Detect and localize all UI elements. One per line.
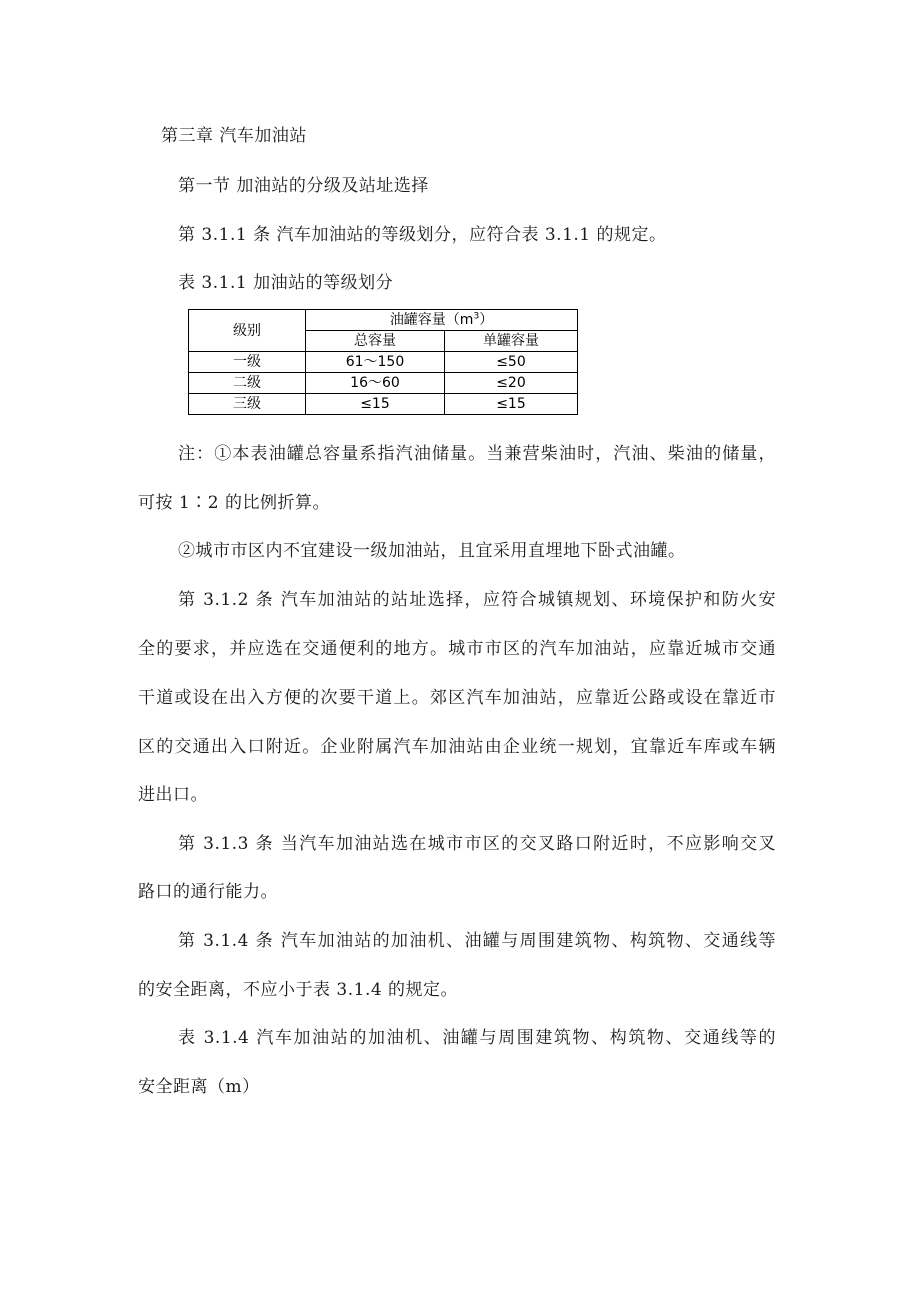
- header-single: 单罐容量: [444, 331, 577, 352]
- cell-level: 一级: [189, 352, 306, 373]
- cell-single: ≤50: [444, 352, 577, 373]
- article-3-1-2-line-4: 区的交通出入口附近。企业附属汽车加油站由企业统一规划，宜靠近车库或车辆: [138, 737, 776, 757]
- article-3-1-2-line-1: 第 3.1.2 条 汽车加油站的站址选择，应符合城镇规划、环境保护和防火安: [178, 590, 776, 610]
- cell-level: 三级: [189, 394, 306, 415]
- note-1-line-1: 注：①本表油罐总容量系指汽油储量。当兼营柴油时，汽油、柴油的储量，: [178, 444, 776, 464]
- article-3-1-1: 第 3.1.1 条 汽车加油站的等级划分，应符合表 3.1.1 的规定。: [178, 225, 667, 245]
- note-2: ②城市市区内不宜建设一级加油站，且宜采用直埋地下卧式油罐。: [178, 541, 686, 561]
- article-3-1-2-line-2: 全的要求，并应选在交通便利的地方。城市市区的汽车加油站，应靠近城市交通: [138, 639, 776, 659]
- grade-table: [188, 309, 578, 415]
- cell-single: ≤15: [444, 394, 577, 415]
- cell-total: 16～60: [306, 373, 445, 394]
- table-row: [189, 352, 578, 373]
- article-3-1-2-line-5: 进出口。: [138, 785, 208, 805]
- article-3-1-3-line-1: 第 3.1.3 条 当汽车加油站选在城市市区的交叉路口附近时，不应影响交叉: [178, 834, 776, 854]
- article-3-1-4-line-1: 第 3.1.4 条 汽车加油站的加油机、油罐与周围建筑物、构筑物、交通线等: [178, 931, 776, 951]
- table-3-1-1-caption: 表 3.1.1 加油站的等级划分: [178, 273, 394, 293]
- chapter-title: 第三章 汽车加油站: [161, 126, 307, 146]
- table-row: [189, 373, 578, 394]
- note-1-line-2: 可按 1∶2 的比例折算。: [138, 493, 330, 513]
- header-total: 总容量: [306, 331, 445, 352]
- article-3-1-2-line-3: 干道或设在出入方便的次要干道上。郊区汽车加油站，应靠近公路或设在靠近市: [138, 688, 776, 708]
- cell-single: ≤20: [444, 373, 577, 394]
- header-level: 级别: [189, 310, 306, 352]
- cell-level: 二级: [189, 373, 306, 394]
- article-3-1-3-line-2: 路口的通行能力。: [138, 882, 278, 902]
- cell-total: ≤15: [306, 394, 445, 415]
- table-header-row: [189, 310, 578, 331]
- article-3-1-4-line-2: 的安全距离，不应小于表 3.1.4 的规定。: [138, 980, 459, 1000]
- table-3-1-4-caption-line-2: 安全距离（m）: [138, 1077, 260, 1097]
- section-title: 第一节 加油站的分级及站址选择: [178, 176, 429, 196]
- header-capacity: 油罐容量$(m^3)$: [306, 310, 578, 331]
- table-row: [189, 394, 578, 415]
- table-3-1-4-caption-line-1: 表 3.1.4 汽车加油站的加油机、油罐与周围建筑物、构筑物、交通线等的: [178, 1028, 776, 1048]
- cell-total: 61～150: [306, 352, 445, 373]
